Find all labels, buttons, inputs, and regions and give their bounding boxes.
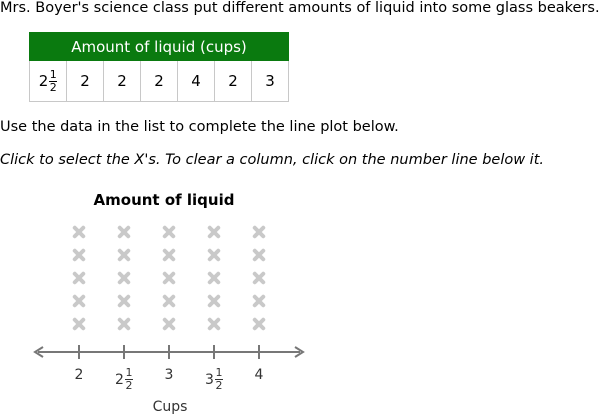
x-mark-icon[interactable] (116, 224, 132, 240)
denominator: 2 (215, 379, 223, 392)
x-mark-icon[interactable] (71, 293, 87, 309)
problem-statement: Mrs. Boyer's science class put different amounts of liquid into some glass beakers. (0, 0, 600, 16)
tick-label[interactable] (59, 367, 99, 383)
whole-number: 2 (154, 72, 164, 90)
x-mark-icon[interactable] (161, 224, 177, 240)
fraction (215, 367, 223, 392)
x-mark-icon[interactable] (161, 316, 177, 332)
x-mark-icon[interactable] (161, 247, 177, 263)
whole-number: 2 (74, 367, 84, 383)
click-instruction-text: Click to select the X's. To clear a column, click on the number line below it. (0, 152, 545, 168)
axis-label: Cups (152, 399, 188, 415)
x-mark-icon[interactable] (71, 270, 87, 286)
fraction (125, 367, 133, 392)
x-mark-icon[interactable] (251, 247, 267, 263)
whole-number: 2 (228, 72, 238, 90)
numerator: 1 (215, 366, 223, 379)
x-mark-icon[interactable] (71, 247, 87, 263)
x-mark-icon[interactable] (206, 293, 222, 309)
table-header: Amount of liquid (cups) (30, 33, 289, 61)
whole-number: 4 (254, 367, 264, 383)
tick-label[interactable] (149, 367, 189, 383)
denominator: 2 (125, 379, 133, 392)
numerator: 1 (125, 366, 133, 379)
whole-number: 3 (205, 371, 214, 388)
x-mark-icon[interactable] (251, 224, 267, 240)
x-mark-icon[interactable] (251, 316, 267, 332)
x-mark-icon[interactable] (71, 224, 87, 240)
x-mark-icon[interactable] (161, 293, 177, 309)
line-plot-title: Amount of liquid (93, 191, 235, 209)
whole-number: 2 (38, 72, 49, 90)
tick-label[interactable] (104, 367, 144, 392)
x-mark-icon[interactable] (251, 293, 267, 309)
x-mark-icon[interactable] (251, 270, 267, 286)
x-mark-icon[interactable] (116, 293, 132, 309)
whole-number: 2 (115, 371, 124, 388)
x-mark-icon[interactable] (71, 316, 87, 332)
x-mark-icon[interactable] (206, 224, 222, 240)
x-mark-icon[interactable] (116, 316, 132, 332)
x-mark-icon[interactable] (161, 270, 177, 286)
x-mark-icon[interactable] (206, 270, 222, 286)
whole-number: 2 (117, 72, 127, 90)
instruction-text: Use the data in the list to complete the line plot below. (0, 119, 399, 135)
whole-number: 3 (164, 367, 174, 383)
tick-label[interactable] (194, 367, 234, 392)
whole-number: 3 (265, 72, 275, 90)
x-mark-icon[interactable] (206, 316, 222, 332)
whole-number: 2 (80, 72, 90, 90)
x-mark-icon[interactable] (116, 270, 132, 286)
x-mark-icon[interactable] (116, 247, 132, 263)
denominator: 2 (49, 80, 57, 94)
x-mark-icon[interactable] (206, 247, 222, 263)
numerator: 1 (49, 67, 57, 81)
tick-label[interactable] (239, 367, 279, 383)
whole-number: 4 (191, 72, 201, 90)
